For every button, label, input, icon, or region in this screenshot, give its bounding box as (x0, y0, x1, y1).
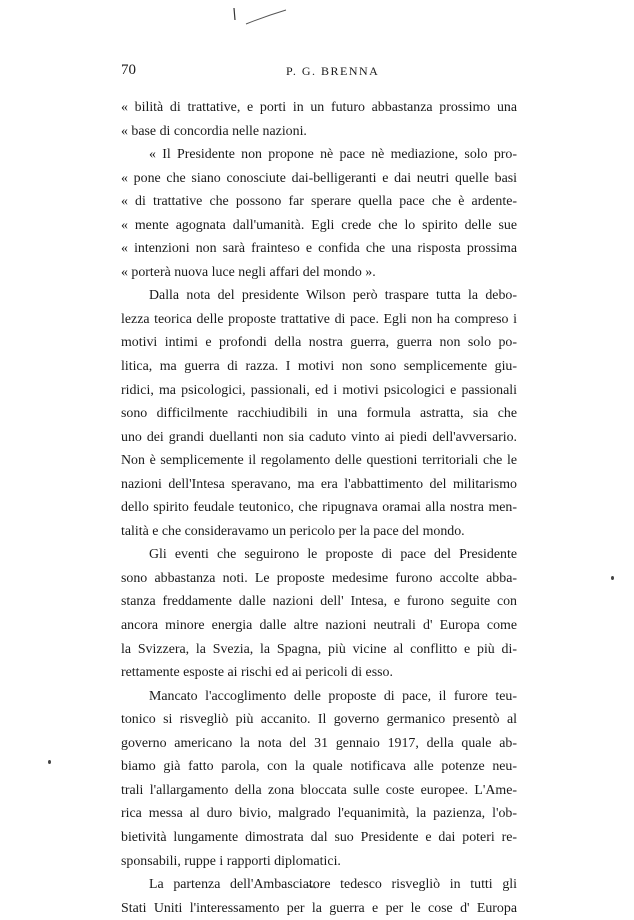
text-line: Non è semplicemente il regolamento delle questioni territoriali che le (121, 453, 517, 469)
text-line: « mente agognata dall'umanità. Egli crede che lo spirito delle sue (121, 217, 517, 233)
text-line: « porterà nuova luce negli affari del mondo ». (121, 264, 376, 280)
text-line: « intenzioni non sarà frainteso e confida che una risposta prossima (121, 241, 517, 257)
text-line: la Svizzera, la Svezia, la Spagna, più vicine al conflitto e più di- (121, 641, 517, 657)
text-line: talità e che consideravamo un pericolo per la pace del mondo. (121, 523, 465, 539)
ink-speck (611, 576, 614, 580)
text-line: biamo già fatto parola, con la quale notificava alle potenze neu- (121, 759, 517, 775)
text-line: motivi intimi e profondi della nostra guerra, guerra non solo po- (121, 335, 517, 351)
text-line: « Il Presidente non propone nè pace nè mediazione, solo pro- (149, 147, 517, 163)
text-line: « di trattative che possono far sperare quella pace che è ardente- (121, 194, 517, 210)
text-line: « pone che siano conosciute dai-belligeranti e dai neutri quelle basi (121, 170, 517, 186)
text-line: dello spirito feudale teutonico, che ripugnava oramai alla nostra men- (121, 500, 517, 516)
text-line: sponsabili, ruppe i rapporti diplomatici. (121, 853, 341, 869)
text-line: rettamente esposte ai rischi ed ai pericoli di esso. (121, 665, 393, 681)
text-line: « bilità di trattative, e porti in un futuro abbastanza prossimo una (121, 100, 517, 115)
text-line: stanza freddamente dalle nazioni dell' Intesa, e furono seguite con (121, 594, 517, 610)
text-line: governo americano la nota del 31 gennaio 1917, della quale ab- (121, 735, 517, 751)
text-line: sono difficilmente racchiudibili in una formula astratta, sia che (121, 406, 517, 422)
text-line: nazioni dell'Intesa speravano, ma era l'abbattimento del militarismo (121, 476, 517, 492)
body-text (121, 96, 517, 920)
text-line: Gli eventi che seguirono le proposte di pace del Presidente (149, 547, 517, 563)
ink-speck (48, 760, 51, 764)
text-line: sono abbastanza noti. Le proposte medesime furono accolte abba- (121, 570, 517, 586)
running-head: P. G. BRENNA (286, 64, 380, 78)
text-line: ridici, ma psicologici, passionali, ed i motivi psicologici e passionali (121, 382, 517, 398)
pen-stroke-mark (232, 6, 292, 28)
text-line: La partenza dell'Ambasciatore tedesco risvegliò in tutti gli (149, 877, 517, 893)
page-header (121, 62, 516, 86)
text-line: uno dei grandi duellanti non sia caduto vinto ai piedi dell'avversario. (121, 429, 517, 445)
text-line: litica, ma guerra di razza. I motivi non sono semplicemente giu- (121, 359, 517, 375)
text-line: Dalla nota del presidente Wilson però traspare tutta la debo- (149, 288, 517, 304)
text-line: lezza teorica delle proposte trattative di pace. Egli non ha compreso i (121, 311, 517, 327)
text-line: bietività lungamente dimostrata dal suo Presidente e dai poteri re- (121, 829, 517, 845)
text-line: Stati Uniti l'interessamento per la guerra e per le cose d' Europa (121, 900, 517, 916)
text-line: ancora minore energia dalle altre nazioni neutrali d' Europa come (121, 618, 517, 634)
text-line: rica messa al duro bivio, malgrado l'equanimità, la pazienza, l'ob- (121, 806, 517, 822)
text-line: « base di concordia nelle nazioni. (121, 123, 307, 139)
page-number: 70 (121, 62, 136, 78)
text-line: trali l'allargamento della zona bloccata sulle coste europee. L'Ame- (121, 782, 517, 798)
text-line: Mancato l'accoglimento delle proposte di pace, il furore teu- (149, 688, 517, 704)
text-line: tonico si risvegliò più accanito. Il governo germanico presentò al (121, 712, 517, 728)
